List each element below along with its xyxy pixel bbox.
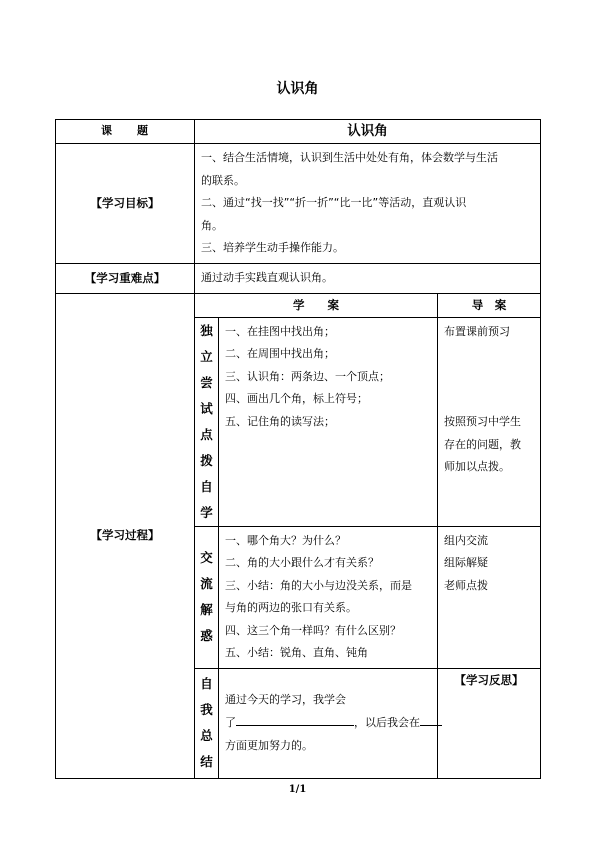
self-study-items xyxy=(219,317,438,526)
process-header-row xyxy=(56,293,541,317)
discussion-guide xyxy=(438,526,541,668)
self-study-guide xyxy=(438,317,541,526)
goal-line: 的联系。 xyxy=(201,173,245,187)
study-item: 五、小结：锐角、直角、钝角 xyxy=(225,646,368,659)
stage-self-study: 独 立 尝 试 点 拨 自 学 xyxy=(195,317,219,526)
topic-value: 认识角 xyxy=(195,120,541,144)
study-item: 三、小结：角的大小与边没关系，而是 xyxy=(225,578,412,592)
key-points-content: 通过动手实践直观认识角。 xyxy=(195,263,541,293)
goal-line: 角。 xyxy=(201,218,223,232)
guide-item: 老师点拨 xyxy=(444,578,488,592)
fill-in-blank xyxy=(236,711,354,726)
study-item: 二、角的大小跟什么才有关系？ xyxy=(225,556,379,569)
goal-line: 二、通过“找一找”“折一折”“比一比”等活动，直观认识 xyxy=(201,196,467,209)
study-item: 二、在周围中找出角； xyxy=(225,347,335,360)
reflection-label: 【学习反思】 xyxy=(438,668,541,778)
stage-summary: 自 我 总 结 xyxy=(195,668,219,778)
guide-item: 存在的问题，教 xyxy=(444,437,521,451)
document-title: 认识角 xyxy=(276,81,319,97)
lesson-plan-table xyxy=(55,119,541,779)
key-points-row xyxy=(56,263,541,293)
goal-line: 三、培养学生动手操作能力。 xyxy=(201,241,344,254)
study-item: 一、在挂图中找出角； xyxy=(225,324,335,338)
goal-line: 一、结合生活情境，认识到生活中处处有角，体会数学与生活 xyxy=(201,151,498,164)
topic-label: 课 题 xyxy=(56,120,195,144)
topic-row xyxy=(56,120,541,144)
study-item: 五、记住角的读写法； xyxy=(225,414,335,428)
study-plan-header: 学 案 xyxy=(195,293,438,317)
goals-label: 【学习目标】 xyxy=(56,144,195,264)
guide-item: 组际解疑 xyxy=(444,556,488,569)
key-points-label: 【学习重难点】 xyxy=(56,263,195,293)
study-item: 四、这三个角一样吗？有什么区别？ xyxy=(225,623,401,637)
summary-line: 通过今天的学习，我学会 xyxy=(225,692,346,706)
page-number: 1/1 xyxy=(288,784,307,795)
guide-item: 组内交流 xyxy=(444,533,488,547)
summary-line: 方面更加努力的。 xyxy=(225,738,313,752)
goals-content xyxy=(195,144,541,264)
study-item: 三、认识角：两条边、一个顶点； xyxy=(225,369,390,383)
guide-item: 布置课前预习 xyxy=(444,324,510,338)
summary-content xyxy=(219,668,438,778)
study-item: 与角的两边的张口有关系。 xyxy=(225,601,357,614)
summary-line: 了 ，以后我会在 xyxy=(225,711,431,735)
guide-item: 按照预习中学生 xyxy=(444,415,521,428)
stage-discussion: 交 流 解 惑 xyxy=(195,526,219,668)
study-item: 四、画出几个角，标上符号； xyxy=(225,392,368,405)
guide-plan-header: 导 案 xyxy=(438,293,541,317)
process-label: 【学习过程】 xyxy=(56,293,195,778)
study-item: 一、哪个角大？为什么？ xyxy=(225,533,346,547)
discussion-items xyxy=(219,526,438,668)
guide-item: 师加以点拨。 xyxy=(444,460,510,473)
fill-in-blank xyxy=(420,711,442,726)
goals-row xyxy=(56,144,541,264)
